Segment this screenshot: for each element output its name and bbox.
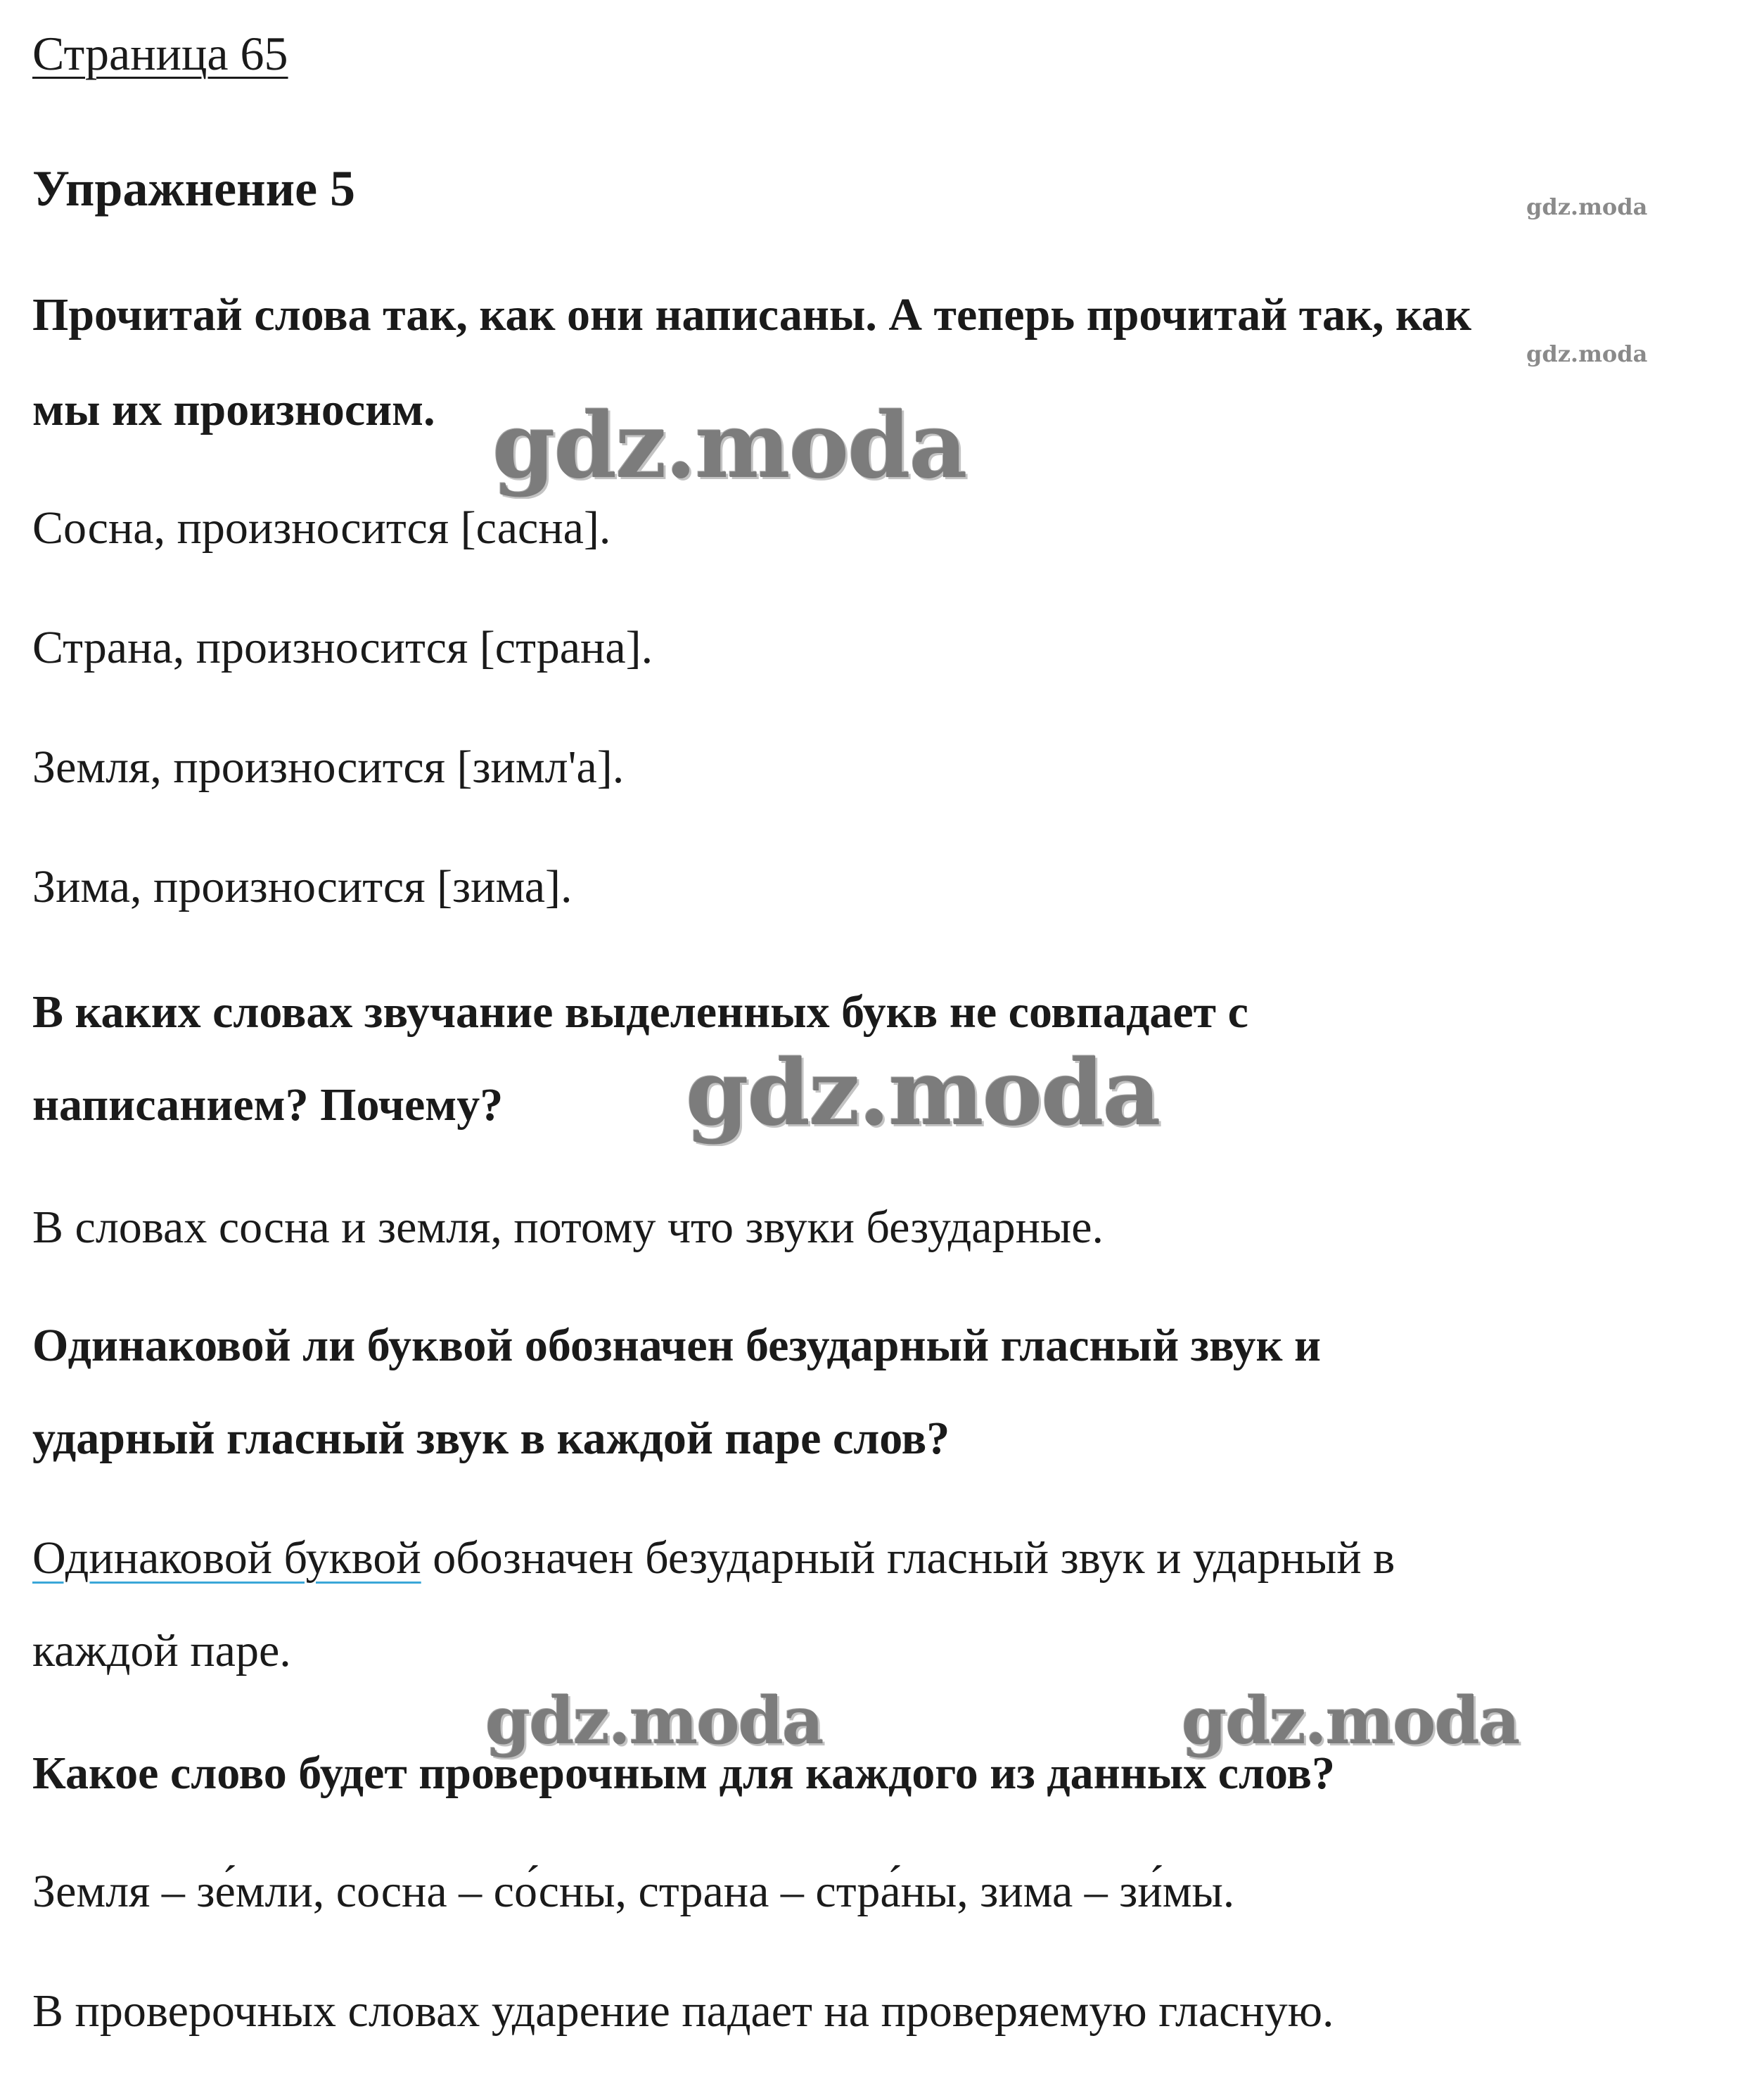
watermark-large-4: gdz.moda xyxy=(1182,1683,1519,1759)
task2-question-line1: В каких словах звучание выделенных букв не совпадает с xyxy=(32,986,1248,1038)
exercise-title: Упражнение 5 xyxy=(32,160,356,217)
task1-answer-3: Земля, произносится [зимл'а]. xyxy=(32,742,625,793)
task1-answer-1: Сосна, произносится [сасна]. xyxy=(32,502,611,554)
watermark-small-1: gdz.moda xyxy=(1526,193,1648,220)
watermark-large-2: gdz.moda xyxy=(686,1041,1160,1146)
task3-answer-rest: обозначен безударный гласный звук и ударный в xyxy=(421,1532,1395,1584)
task4-question: Какое слово будет проверочным для каждого из данных слов? xyxy=(32,1748,1336,1799)
task3-answer-line1 xyxy=(32,1532,1395,1584)
task3-answer-link[interactable]: Одинаковой буквой xyxy=(32,1532,421,1584)
page-link[interactable]: Страница 65 xyxy=(32,27,288,80)
task1-answer-4: Зима, произносится [зима]. xyxy=(32,861,573,912)
task3-question-line1: Одинаковой ли буквой обозначен безударный гласный звук и xyxy=(32,1320,1322,1371)
task3-answer-line2: каждой паре. xyxy=(32,1625,291,1676)
task1-question-line2: мы их произносим. xyxy=(32,384,435,435)
task1-question-line1: Прочитай слова так, как они написаны. А теперь прочитай так, как xyxy=(32,289,1472,341)
task4-answer-2: В проверочных словах ударение падает на проверяемую гласную. xyxy=(32,1985,1334,2037)
task4-answer-1: Земля – зе́мли, сосна – со́сны, страна – стра́ны, зима – зи́мы. xyxy=(32,1866,1235,1917)
watermark-large-1: gdz.moda xyxy=(492,393,966,499)
task3-question-line2: ударный гласный звук в каждой паре слов? xyxy=(32,1413,950,1464)
watermark-small-2: gdz.moda xyxy=(1526,341,1648,367)
task1-answer-2: Страна, произносится [страна]. xyxy=(32,622,653,673)
watermark-large-3: gdz.moda xyxy=(485,1683,823,1759)
task2-answer: В словах сосна и земля, потому что звуки безударные. xyxy=(32,1202,1104,1253)
task2-question-line2: написанием? Почему? xyxy=(32,1079,504,1131)
